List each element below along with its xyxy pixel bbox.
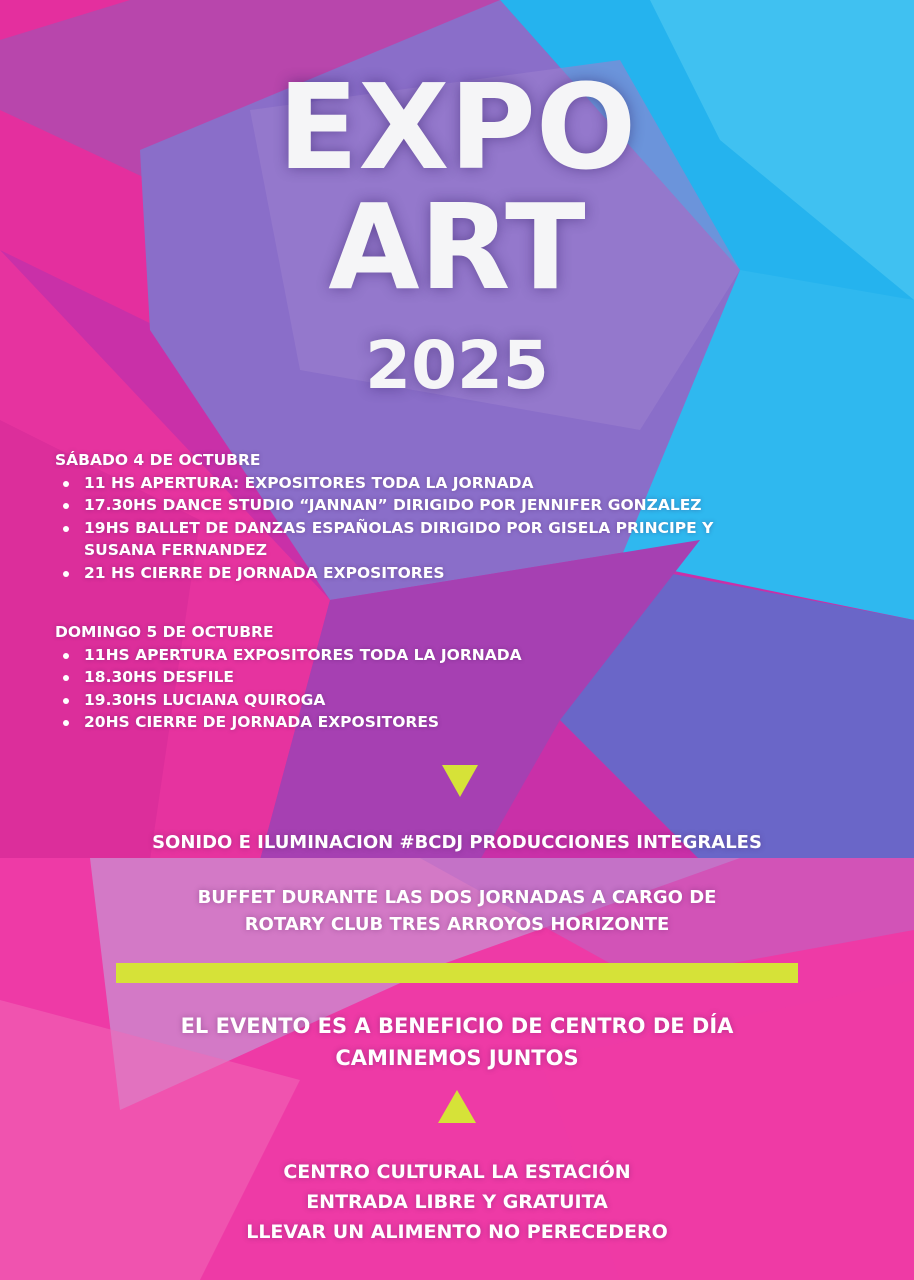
down-triangle-icon xyxy=(442,765,478,797)
list-item: 17.30HS DANCE STUDIO “JANNAN” DIRIGIDO POR JENNIFER GONZALEZ xyxy=(84,494,875,517)
event-list xyxy=(55,644,875,734)
venue-info xyxy=(0,1157,914,1247)
buffet-line: ROTARY CLUB TRES ARROYOS HORIZONTE xyxy=(244,914,670,935)
day-heading: SÁBADO 4 DE OCTUBRE xyxy=(55,451,261,469)
venue-line: ENTRADA LIBRE Y GRATUITA xyxy=(306,1191,608,1213)
benefit-info xyxy=(0,1010,914,1074)
list-item: 11HS APERTURA EXPOSITORES TODA LA JORNADA xyxy=(84,644,875,667)
title-expo: EXPO xyxy=(277,58,637,196)
divider-bar xyxy=(116,963,798,983)
title-art: ART xyxy=(328,178,586,316)
list-item: 19HS BALLET DE DANZAS ESPAÑOLAS DIRIGIDO POR GISELA PRINCIPE Y SUSANA FERNANDEZ xyxy=(84,517,754,562)
schedule-sunday xyxy=(55,621,875,734)
venue-line: CENTRO CULTURAL LA ESTACIÓN xyxy=(283,1161,631,1183)
sound-credit: SONIDO E ILUMINACION #BCDJ PRODUCCIONES INTEGRALES xyxy=(152,832,762,853)
event-list xyxy=(55,472,875,585)
buffet-line: BUFFET DURANTE LAS DOS JORNADAS A CARGO DE xyxy=(197,887,717,908)
schedule-saturday xyxy=(55,449,875,584)
list-item: 21 HS CIERRE DE JORNADA EXPOSITORES xyxy=(84,562,875,585)
list-item: 20HS CIERRE DE JORNADA EXPOSITORES xyxy=(84,711,875,734)
benefit-line: CAMINEMOS JUNTOS xyxy=(335,1046,579,1070)
list-item: 11 HS APERTURA: EXPOSITORES TODA LA JORNADA xyxy=(84,472,875,495)
list-item: 19.30HS LUCIANA QUIROGA xyxy=(84,689,875,712)
venue-line: LLEVAR UN ALIMENTO NO PERECEDERO xyxy=(246,1221,668,1243)
list-item: 18.30HS DESFILE xyxy=(84,666,875,689)
benefit-line: EL EVENTO ES A BENEFICIO DE CENTRO DE DÍA xyxy=(180,1014,734,1038)
title-year: 2025 xyxy=(365,327,549,404)
buffet-info xyxy=(0,884,914,938)
up-triangle-icon xyxy=(438,1090,476,1123)
day-heading: DOMINGO 5 DE OCTUBRE xyxy=(55,623,274,641)
